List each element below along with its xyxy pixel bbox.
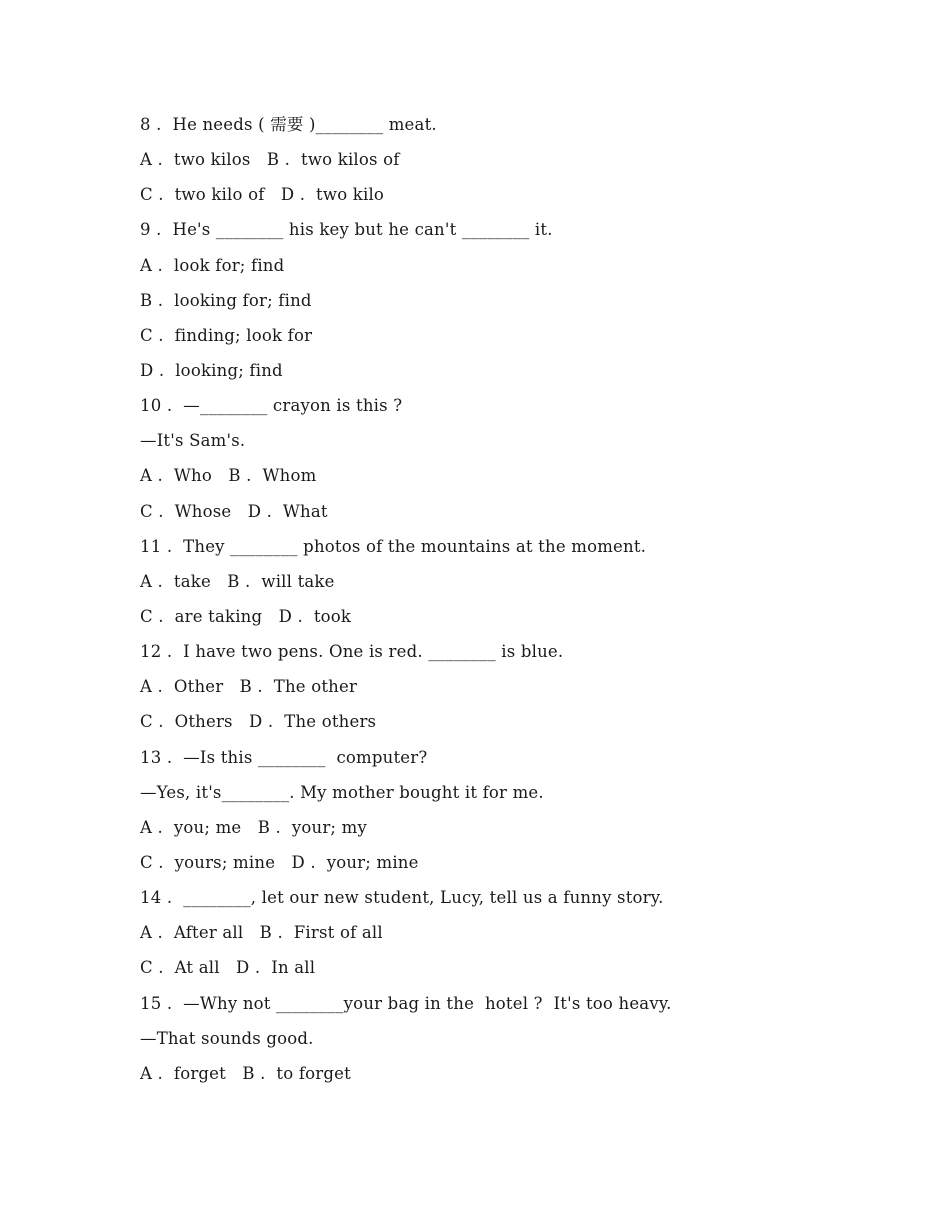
question-15-options-ab: A . forget B . to forget xyxy=(140,1063,351,1083)
question-10-text: 10 . —________ crayon is this ? xyxy=(140,396,403,416)
question-15-text: 15 . —Why not ________your bag in the hotel ? It's too heavy. xyxy=(140,993,672,1013)
question-list xyxy=(140,112,900,1096)
question-13-options-cd: C . yours; mine D . your; mine xyxy=(140,852,419,872)
question-10-options-ab: A . Who B . Whom xyxy=(140,466,317,486)
question-9-option-c: C . finding; look for xyxy=(140,325,313,345)
question-14-options-ab: A . After all B . First of all xyxy=(140,923,383,943)
question-9-option-d: D . looking; find xyxy=(140,360,283,380)
question-9-option-b: B . looking for; find xyxy=(140,290,312,310)
question-10-reply: —It's Sam's. xyxy=(140,431,246,451)
question-14-options-cd: C . At all D . In all xyxy=(140,958,316,978)
question-8-text: 8 . He needs ( 需要 )________ meat. xyxy=(140,115,437,134)
question-12-options-cd: C . Others D . The others xyxy=(140,712,377,732)
question-11-text: 11 . They ________ photos of the mountains at the moment. xyxy=(140,536,647,556)
question-10-options-cd: C . Whose D . What xyxy=(140,501,328,521)
question-8-options-ab: A . two kilos B . two kilos of xyxy=(140,150,400,170)
question-8-options-cd: C . two kilo of D . two kilo xyxy=(140,185,385,205)
question-15-reply: —That sounds good. xyxy=(140,1028,314,1048)
question-9-text: 9 . He's ________ his key but he can't ________ it. xyxy=(140,220,553,240)
question-12-options-ab: A . Other B . The other xyxy=(140,677,358,697)
question-13-text: 13 . —Is this ________ computer? xyxy=(140,747,428,767)
question-13-options-ab: A . you; me B . your; my xyxy=(140,817,367,837)
question-11-options-ab: A . take B . will take xyxy=(140,571,335,591)
question-12-text: 12 . I have two pens. One is red. ________ is blue. xyxy=(140,642,564,662)
question-9-option-a: A . look for; find xyxy=(140,255,285,275)
question-14-text: 14 . ________, let our new student, Lucy, tell us a funny story. xyxy=(140,888,664,908)
question-11-options-cd: C . are taking D . took xyxy=(140,606,352,626)
question-13-reply: —Yes, it's________. My mother bought it for me. xyxy=(140,782,544,802)
